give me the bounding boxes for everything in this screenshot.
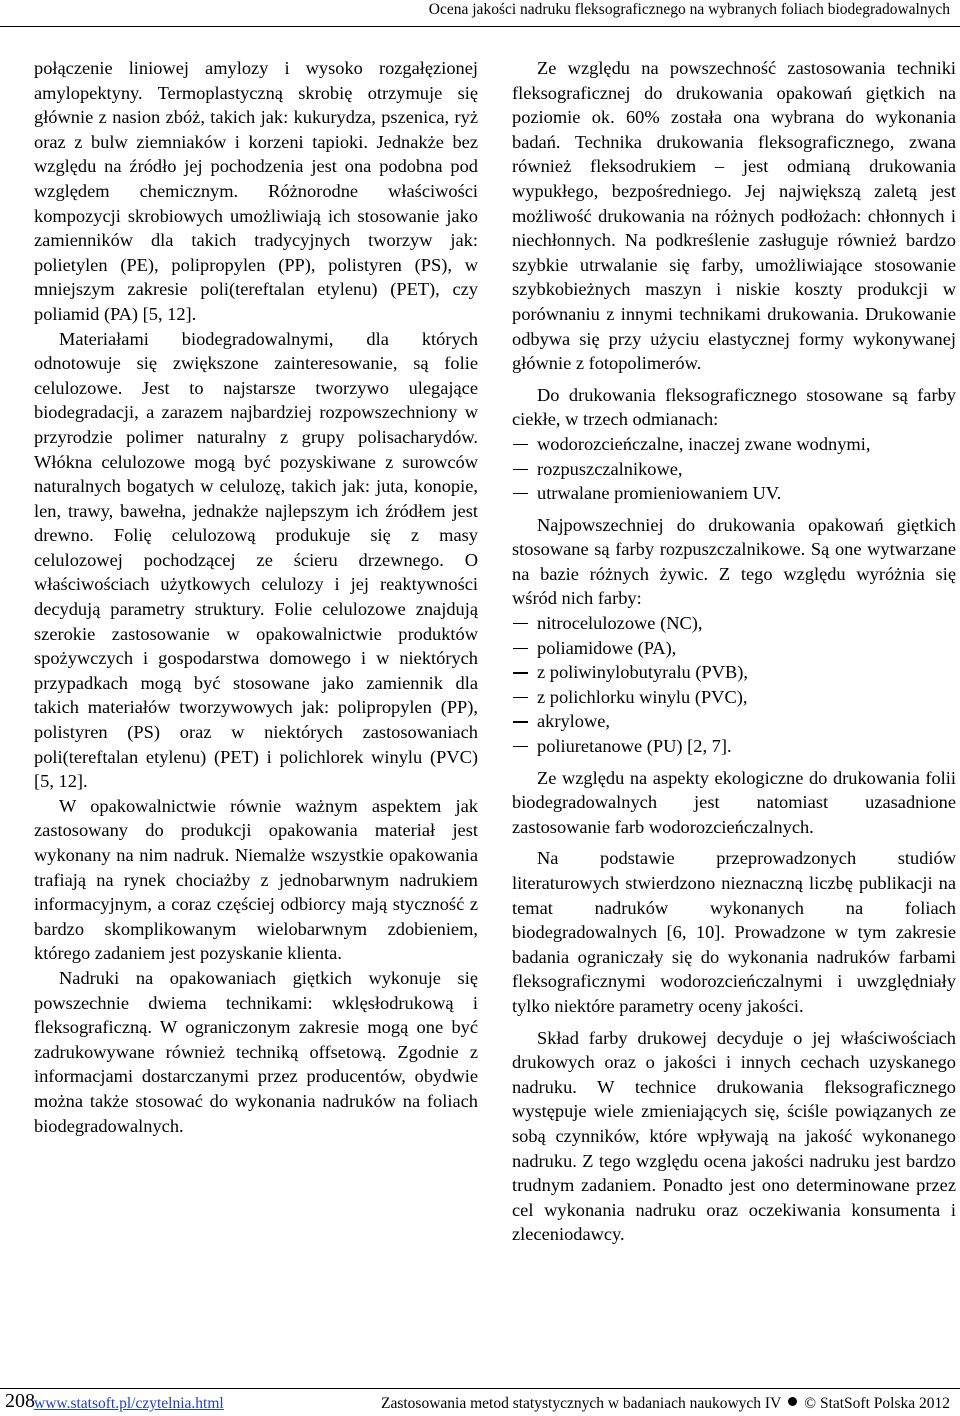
left-paragraph-4: Nadruki na opakowaniach giętkich wykonuje się powszechnie dwiema technikami: wklęsłodrukową i fleksograficzną. W ograniczonym zakresie mogą one być zadrukowywane również techniką offsetową. Zgodnie z informacjami dostarczanymi przez producentów, obydwie można także stosować do wykonania nadruków na foliach biodegradowalnych. <box>34 967 478 1136</box>
right-column <box>512 56 956 1247</box>
list-item: poliamidowe (PA), <box>512 636 956 661</box>
list-item: nitrocelulozowe (NC), <box>512 611 956 636</box>
list-item: akrylowe, <box>512 709 956 734</box>
right-paragraph-6: Skład farby drukowej decyduje o jej właściwościach drukowych oraz o jakości i innych cechach uzyskanego nadruku. W technice drukowania fleksograficznego występuje wiele zmieniających się, ściśle powiązanych ze sobą czynników, które wpływają na jakość wykonanego nadruku. Z tego względu ocena jakości nadruku jest bardzo trudnym zadaniem. Ponadto jest ono determinowane przez cel wykonania nadruku oraz oczekiwania konsumenta i zleceniodawcy. <box>512 1027 956 1245</box>
right-paragraph-3: Najpowszechniej do drukowania opakowań giętkich stosowane są farby rozpuszczalnikowe. Są one wytwarzane na bazie różnych żywic. Z tego względu wyróżnia się wśród nich farby: <box>512 514 956 609</box>
footer-title: Zastosowania metod statystycznych w badaniach naukowych IV <box>380 1395 782 1412</box>
right-paragraph-4: Ze względu na aspekty ekologiczne do drukowania folii biodegradowalnych jest natomiast uzasadnione zastosowanie farb wodorozcieńczalnych. <box>512 767 956 837</box>
page-number: 208 <box>5 1390 35 1412</box>
footer-copyright: © StatSoft Polska 2012 <box>804 1395 950 1412</box>
ink-types-list <box>512 432 956 506</box>
left-paragraph-3: W opakowalnictwie równie ważnym aspektem jak zastosowany do produkcji opakowania materiał jest wykonany na nim nadruk. Niemalże wszystkie opakowania trafiają na rynek chociażby z jednobarwnym nadrukiem informacyjnym, a coraz częściej odbiorcy mają styczność z bardzo skomplikowanym wielobarwnym zdobieniem, którego zadaniem jest pozyskanie klienta. <box>34 795 478 964</box>
right-paragraph-2: Do drukowania fleksograficznego stosowane są farby ciekłe, w trzech odmianach: <box>512 384 956 430</box>
list-item: z poliwinylobutyralu (PVB), <box>512 660 956 685</box>
left-paragraph-1: połączenie liniowej amylozy i wysoko rozgałęzionej amylopektyny. Termoplastyczną skrobię otrzymuje się głównie z nasion zbóż, takich jak: kukurydza, pszenica, ryż oraz z bulw ziemniaków i korzeni tapioki. Jednakże bez względu na źródło jej pochodzenia jest ona podobna pod względem chemicznym. Różnorodne właściwości kompozycji skrobiowych umożliwiają ich stosowanie jako zamienników dla takich tradycyjnych tworzyw jak: polietylen (PE), polipropylen (PP), polistyren (PS), w mniejszym zakresie poli(tereftalan etylenu) (PET), czy poliamid (PA) [5, 12]. <box>34 58 478 324</box>
footer-publication <box>381 1395 950 1413</box>
left-paragraph-2: Materiałami biodegradowalnymi, dla których odnotowuje się zwiększone zainteresowanie, są folie celulozowe. Jest to najstarsze tworzywo ulegające biodegradacji, a zarazem najbardziej rozpowszechniony w przyrodzie polimer naturalny z grupy polisacharydów. Włókna celulozowe mogą być pozyskiwane z surowców naturalnych bogatych w celulozę, takich jak: juta, konopie, len, trawy, bawełna, jednakże najlepszym ich źródłem jest drewno. Folię celulozową produkuje się z masy celulozowej pochodzącej ze ścieru drzewnego. O właściwościach użytkowych celulozy i jej reaktywności decydują parametry struktury. Folie celulozowe znajdują szerokie zastosowanie w opakowalnictwie produktów spożywczych i gospodarstwa domowego i w niektórych przypadkach mogą być stosowane jako zamiennik dla takich materiałów tworzywowych jak: polipropylen (PP), polistyren (PS) oraz w niektórych zastosowaniach poli(tereftalan etylenu) (PET) i polichlorek winylu (PVC) [5, 12]. <box>34 328 478 792</box>
bullet-dot-icon <box>788 1397 797 1406</box>
running-header <box>0 0 960 27</box>
right-paragraph-5: Na podstawie przeprowadzonych studiów literaturowych stwierdzono nieznaczną liczbę publikacji na temat nadruków wykonanych na foliach biodegradowalnych [6, 10]. Prowadzone w tym zakresie badania ograniczały się do wykonania nadruków farbami fleksograficznymi wodorozcieńczalnymi i uwzględniały tylko niektóre parametry oceny jakości. <box>512 848 956 1016</box>
header-title: Ocena jakości nadruku fleksograficznego na wybranych foliach biodegradowalnych <box>428 1 950 18</box>
list-item: z polichlorku winylu (PVC), <box>512 685 956 710</box>
solvent-inks-list <box>512 611 956 759</box>
list-item: wodorozcieńczalne, inaczej zwane wodnymi, <box>512 432 956 457</box>
page-footer <box>0 1388 960 1416</box>
footer-link[interactable]: www.statsoft.pl/czytelnia.html <box>34 1395 224 1412</box>
list-item: poliuretanowe (PU) [2, 7]. <box>512 734 956 759</box>
list-item: utrwalane promieniowaniem UV. <box>512 481 956 506</box>
list-item: rozpuszczalnikowe, <box>512 457 956 482</box>
right-paragraph-1: Ze względu na powszechność zastosowania techniki fleksograficznej do drukowania opakowań giętkich na poziomie ok. 60% została ona wybrana do wykonania badań. Technika drukowania fleksograficznego, zwana również fleksodrukiem – jest odmianą drukowania wypukłego, bezpośredniego. Jej największą zaletą jest możliwość drukowania na różnych podłożach: chłonnych i niechłonnych. Na podkreślenie zasługuje również bardzo szybkie utrwalanie się farby, umożliwiające stosowanie szybkobieżnych maszyn i niskie koszty produkcji w porównaniu z innymi technikami drukowania. Drukowanie odbywa się przy użyciu elastycznej formy wykonywanej głównie z fotopolimerów. <box>512 58 956 374</box>
left-column <box>34 56 478 1138</box>
